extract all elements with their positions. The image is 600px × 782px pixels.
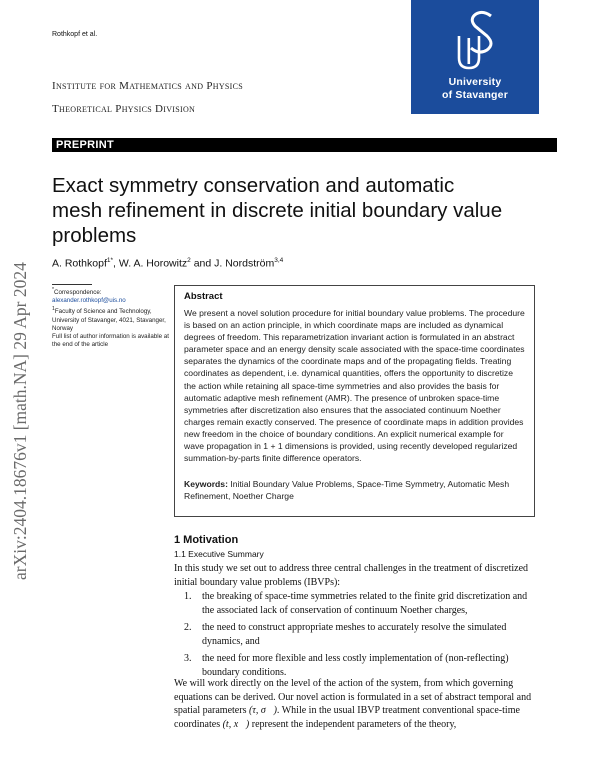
preprint-label: PREPRINT (56, 139, 115, 151)
keywords-list: Initial Boundary Value Problems, Space-Time Symmetry, Automatic Mesh Refinement, Noether Charge (184, 479, 510, 501)
university-logo (411, 0, 539, 114)
logo-line-university: University (448, 76, 502, 88)
list-item: 1. the breaking of space-time symmetries related to the finite grid discretization and the associated lack of conservation of continuum Noether charges, (184, 591, 528, 616)
title-line: mesh refinement in discrete initial boundary value (52, 199, 503, 222)
logo-line-stavanger: of Stavanger (442, 89, 508, 101)
author-affiliation-mark: 2 (187, 257, 191, 264)
running-head: Rothkopf et al. (52, 31, 98, 38)
abstract-text: We present a novel solution procedure for initial boundary value problems. The procedure is based on an action principle, in which coordinate maps are included as dynamical degrees of freedom. This reparametrization invariant action is formulated in an abstract parameter space and an energy density scale associated with the space-time coordinates separates the dynamics of the coordinate maps and of the propagating fields. Treating coordinates as dependent, i.e. dynamical quantities, offers the opportunity to discretize the action while retaining all space-time symmetries and also provides the basis for automatic adaptive mesh refinement (AMR). The presence of unbroken space-time symmetries after discretization also ensures that the associated continuum Noether charges remain exactly conserved. The presence of coordinate maps in addition provides new freedom in the choice of boundary conditions. An explicit numerical example for wave propagation in 1 + 1 dimensions is provided, using recently developed regularized summation-by-parts finite difference operators. (184, 308, 525, 464)
title-line: problems (52, 224, 137, 247)
author-name: W. A. Horowitz (118, 257, 188, 270)
correspondence-email[interactable]: alexander.rothkopf@uis.no (52, 297, 126, 305)
keywords-label: Keywords: (184, 479, 228, 489)
author-list: A. Rothkopf$^{1*}$, W. A. Horowitz$^2$ and J. Nordström$^{3,4}$ (52, 257, 284, 270)
division-name: Theoretical Physics Division (52, 103, 196, 115)
author-info-note: Full list of author information is available at the end of the article (52, 333, 169, 349)
keywords (184, 479, 526, 503)
author-affiliation-mark: 1* (106, 257, 114, 264)
title-line: Exact symmetry conservation and automatic (52, 174, 455, 197)
abstract-heading: Abstract (184, 291, 223, 302)
list-item: 2. the need to construct appropriate meshes to accurately resolve the simulated dynamics, and (184, 621, 507, 647)
arxiv-id[interactable]: arXiv:2404.18676v1 [math.NA] 29 Apr 2024 (10, 262, 30, 580)
paper-title (52, 173, 512, 248)
subsection-heading: 1.1 Executive Summary (174, 549, 264, 559)
section-heading: 1 Motivation (174, 534, 239, 546)
author-name: and J. Nordström (193, 257, 275, 270)
correspondence-label: *Correspondence: (52, 287, 102, 297)
body-paragraph: We will work directly on the level of the action of the system, from which governing equations can be derived. Our novel action is formulated in a set of abstract temporal and spatial parameters (τ, σ⃗). While in the usual IBVP treatment conventional space-time coordinates (t, x⃗) represent the independent parameters of the theory, (174, 678, 532, 731)
list-item: 3. the need for more flexible and less costly implementation of (non-reflecting) boundary conditions. (184, 652, 509, 678)
challenge-list (184, 590, 534, 683)
preprint-bar (52, 138, 557, 152)
arxiv-stamp (4, 180, 44, 580)
author-name: A. Rothkopf (52, 257, 107, 270)
uis-monogram-icon (411, 0, 539, 76)
math-parameters: (τ, σ⃗) (248, 705, 277, 717)
body-paragraph: In this study we set out to address three central challenges in the treatment of discretized initial boundary value problems (IBVPs): (174, 563, 529, 588)
author-affiliation-mark: 3,4 (274, 257, 284, 264)
institute-name: Institute for Mathematics and Physics (52, 80, 244, 92)
affiliation: $^1$Faculty of Science and Technology, University of Stavanger, 4021, Stavanger, Norway (52, 306, 166, 332)
correspondence-sidebar (52, 284, 170, 350)
footnote-rule (52, 284, 92, 285)
math-coordinates: (t, x⃗) (222, 719, 250, 731)
